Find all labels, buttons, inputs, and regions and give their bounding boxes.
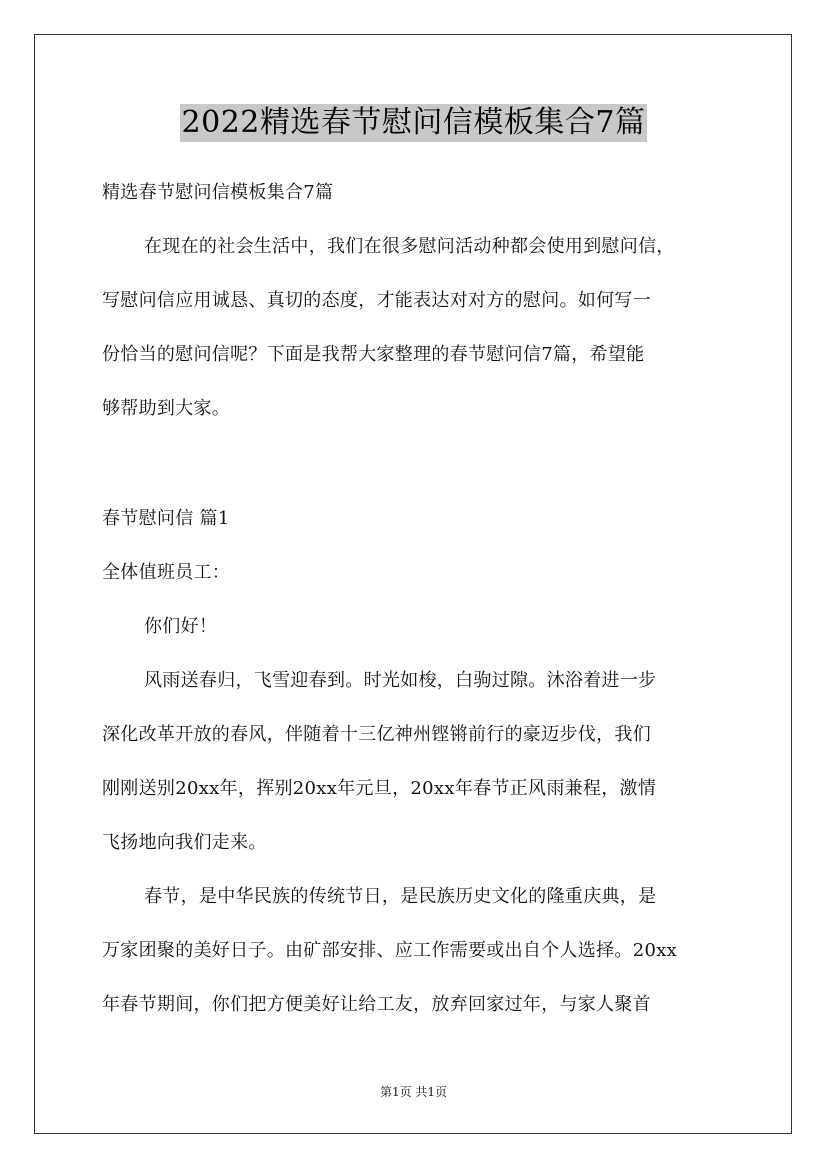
intro-line-1: 在现在的社会生活中，我们在很多慰问活动种都会使用到慰问信， <box>144 236 675 257</box>
intro-line-4: 够帮助到大家。 <box>102 398 231 419</box>
section-heading: 春节慰问信 篇1 <box>102 508 230 529</box>
salutation: 全体值班员工： <box>102 562 231 583</box>
paragraph2-line-3: 年春节期间，你们把方便美好让给工友，放弃回家过年，与家人聚首 <box>102 994 651 1015</box>
paragraph2-line-2: 万家团聚的美好日子。由矿部安排、应工作需要或出自个人选择。20xx <box>102 940 678 961</box>
title-container <box>0 104 827 142</box>
paragraph1-line-2: 深化改革开放的春风，伴随着十三亿神州铿锵前行的豪迈步伐，我们 <box>102 724 651 745</box>
document-title: 2022精选春节慰问信模板集合7篇 <box>181 105 646 140</box>
paragraph1-line-1: 风雨送春归，飞雪迎春到。时光如梭，白驹过隙。沐浴着进一步 <box>144 670 657 691</box>
paragraph2-line-1: 春节，是中华民族的传统节日，是民族历史文化的隆重庆典，是 <box>144 886 657 907</box>
greeting: 你们好！ <box>144 616 218 637</box>
paragraph1-line-4: 飞扬地向我们走来。 <box>102 832 267 853</box>
intro-line-2: 写慰问信应用诚恳、真切的态度，才能表达对对方的慰问。如何写一 <box>102 290 651 311</box>
document-subtitle: 精选春节慰问信模板集合7篇 <box>102 182 334 203</box>
page-indicator: 第1页 共1页 <box>379 1085 448 1099</box>
intro-line-3: 份恰当的慰问信呢？下面是我帮大家整理的春节慰问信7篇，希望能 <box>102 344 645 365</box>
paragraph1-line-3: 刚刚送别20xx年，挥别20xx年元旦，20xx年春节正风雨兼程，激情 <box>102 778 657 799</box>
